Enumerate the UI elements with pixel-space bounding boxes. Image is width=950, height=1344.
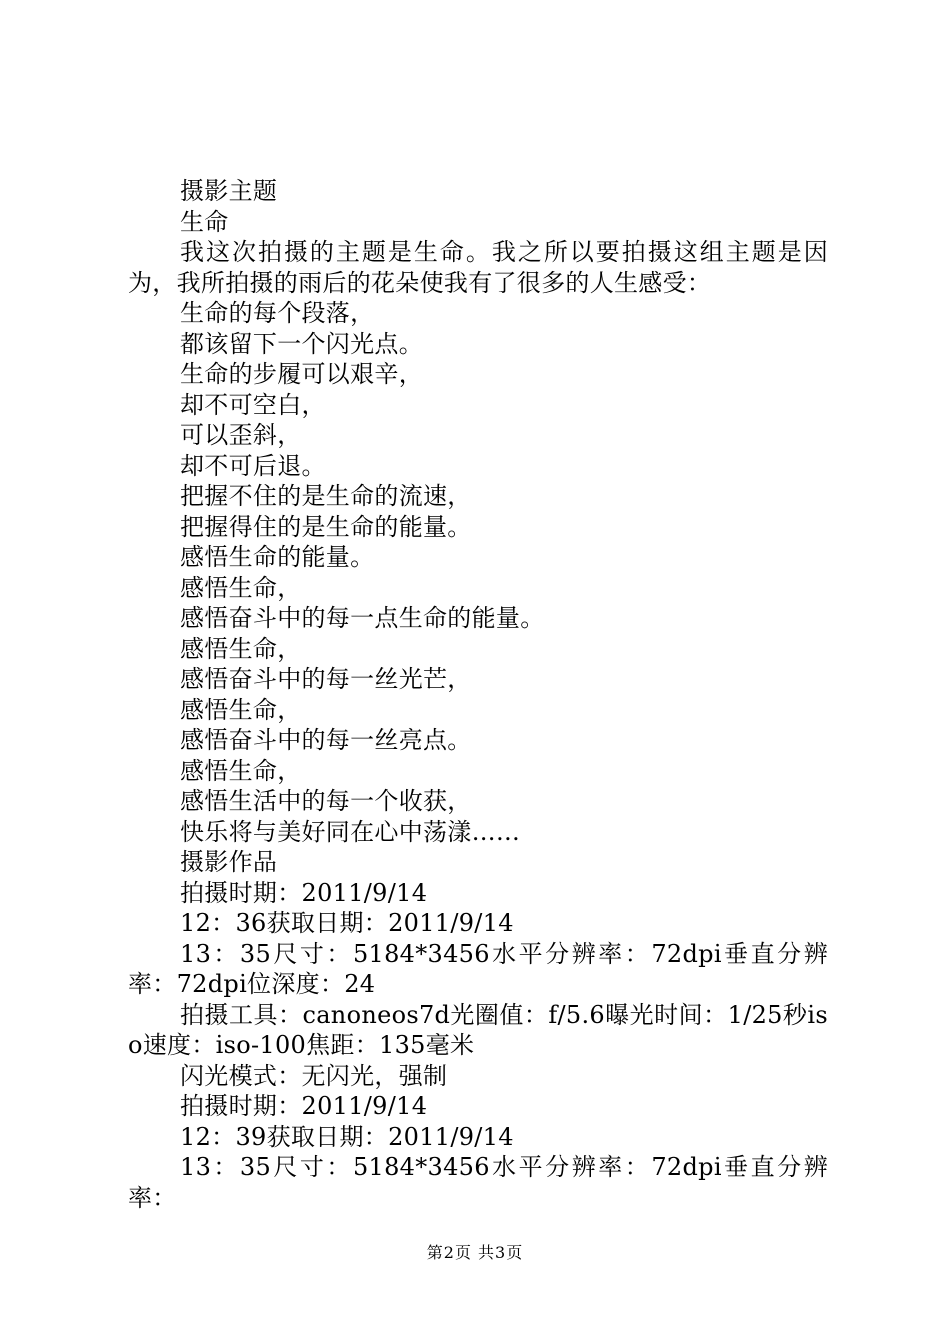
photo-metadata-line: 12：39获取日期：2011/9/14 [180, 1122, 514, 1151]
document-body [128, 176, 828, 1213]
poem-line: 把握不住的是生命的流速， [180, 482, 472, 510]
poem-line: 快乐将与美好同在心中荡漾…… [180, 817, 521, 846]
poem-line: 感悟生命， [180, 695, 302, 724]
heading-photo-works: 摄影作品 [180, 848, 278, 876]
photo-metadata-line: 13：35尺寸：5184*3456水平分辨率：72dpi垂直分辨率：72dpi位深度：24 [128, 939, 828, 998]
poem-line: 生命的步履可以艰辛， [180, 360, 423, 388]
poem-line: 感悟生命， [180, 634, 302, 663]
intro-paragraph: 我这次拍摄的主题是生命。我之所以要拍摄这组主题是因为，我所拍摄的雨后的花朵使我有了很多的人生感受： [128, 238, 828, 297]
page-number-footer: 第2页 共3页 [426, 1243, 524, 1262]
heading-photo-theme: 摄影主题 [180, 177, 278, 205]
poem-line: 感悟生活中的每一个收获， [180, 787, 472, 815]
poem-line: 感悟奋斗中的每一丝光芒， [180, 665, 472, 693]
poem-line: 生命的每个段落， [180, 299, 375, 327]
photo-metadata-line: 13：35尺寸：5184*3456水平分辨率：72dpi垂直分辨率： [128, 1153, 828, 1212]
poem-line: 可以歪斜， [180, 421, 302, 449]
photo-metadata-line: 闪光模式：无闪光，强制 [180, 1061, 448, 1090]
photo-metadata-line: 拍摄工具：canoneos7d光圈值：f/5.6曝光时间：1/25秒iso速度：iso-100焦距：135毫米 [128, 1000, 828, 1059]
poem-line: 感悟生命的能量。 [180, 543, 375, 571]
photo-metadata-line: 拍摄时期：2011/9/14 [180, 1092, 428, 1120]
poem-line: 却不可空白， [180, 390, 326, 419]
theme-title: 生命 [180, 207, 229, 236]
poem-line: 感悟生命， [180, 573, 302, 602]
poem-line: 却不可后退。 [180, 451, 326, 480]
poem-line: 感悟生命， [180, 756, 302, 785]
poem-line: 感悟奋斗中的每一点生命的能量。 [180, 604, 545, 632]
photo-metadata-line: 12：36获取日期：2011/9/14 [180, 909, 514, 937]
poem-line: 感悟奋斗中的每一丝亮点。 [180, 726, 472, 754]
poem-line: 都该留下一个闪光点。 [180, 329, 423, 358]
photo-metadata-line: 拍摄时期：2011/9/14 [180, 878, 428, 907]
poem-line: 把握得住的是生命的能量。 [180, 512, 472, 541]
